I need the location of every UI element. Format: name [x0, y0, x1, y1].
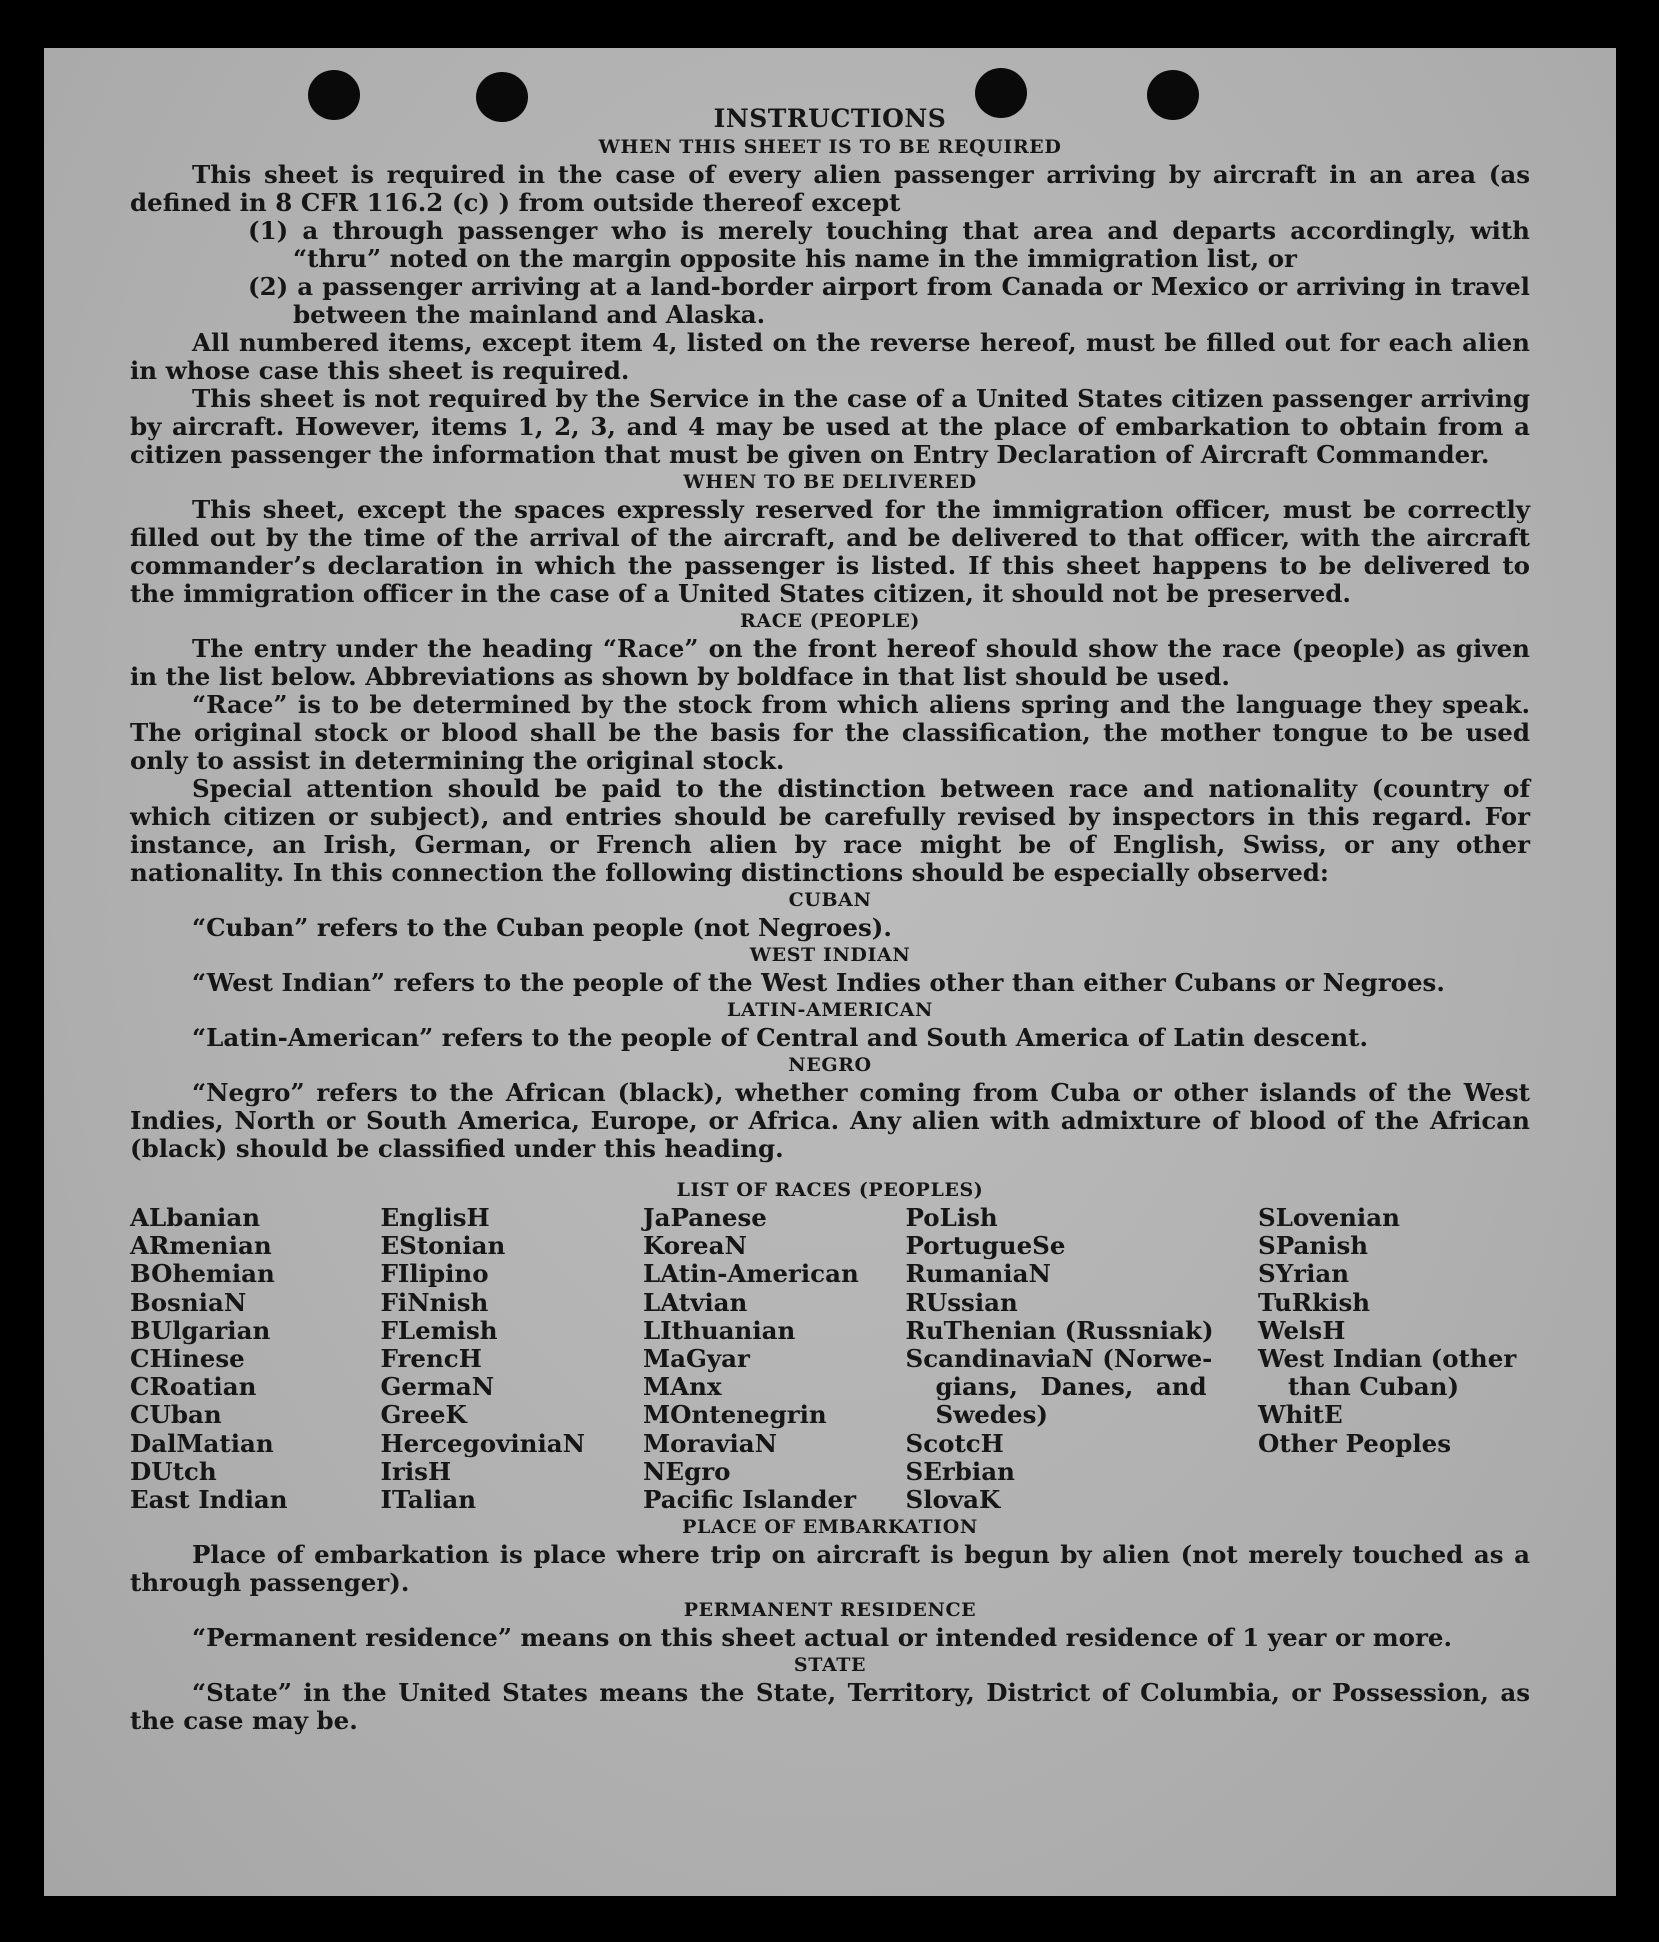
race-item: MAnx	[643, 1372, 722, 1402]
race-item: BUlgarian	[130, 1315, 271, 1345]
race-column	[381, 1204, 643, 1514]
race-item: PoLish	[905, 1203, 998, 1232]
distinction-text: “West Indian” refers to the people of the West Indies other than either Cubans or Negroes.	[192, 968, 1445, 997]
races-heading: LIST OF RACES (PEOPLES)	[676, 1179, 984, 1201]
distinction-heading: LATIN-AMERICAN	[727, 999, 933, 1021]
race-item: DUtch	[130, 1456, 217, 1486]
race-item-continuation: Swedes)	[935, 1400, 1048, 1430]
race-item: CHinese	[130, 1344, 245, 1374]
race-column	[643, 1204, 905, 1514]
document-page	[44, 48, 1616, 1896]
race-item: FrencH	[380, 1344, 482, 1374]
distinction-text: “Latin-American” refers to the people of Central and South America of Latin descent.	[192, 1023, 1368, 1052]
paragraph: “Permanent residence” means on this sheet actual or intended residence of 1 year or more.	[192, 1623, 1453, 1653]
race-item: GermaN	[380, 1372, 495, 1402]
race-item: MoraviaN	[643, 1428, 778, 1458]
paragraph: All numbered items, except item 4, listed on the reverse hereof, must be filled out for each alien in whose case this sheet is required.	[130, 328, 1530, 385]
race-item: BosniaN	[130, 1287, 247, 1317]
race-item: DalMatian	[130, 1428, 274, 1458]
race-item: LAtvian	[643, 1287, 748, 1317]
race-item: FiNnish	[380, 1287, 489, 1317]
race-item: FLemish	[380, 1315, 498, 1345]
race-item: HercegoviniaN	[380, 1428, 586, 1458]
paragraph: “Race” is to be determined by the stock from which aliens spring and the language they speak. The original stock or blood shall be the basis for the classification, the mother tongue to be used only to assist in determining the original stock.	[130, 690, 1530, 775]
race-item: ARmenian	[130, 1231, 272, 1261]
race-item: RUssian	[905, 1287, 1018, 1317]
race-item: SLovenian	[1258, 1203, 1400, 1232]
race-item-continuation: gians, Danes, and	[935, 1372, 1207, 1402]
race-item: Pacific Islander	[643, 1485, 856, 1515]
distinction-heading: CUBAN	[788, 889, 872, 911]
race-item: Other Peoples	[1258, 1428, 1452, 1458]
exception-item: (1) a through passenger who is merely touching that area and departs accordingly, with “thru” noted on the margin opposite his name in the immigration list, or	[248, 216, 1530, 273]
race-item: SYrian	[1258, 1259, 1350, 1289]
race-item-continuation: than Cuban)	[1288, 1372, 1460, 1402]
race-item: BOhemian	[130, 1259, 275, 1289]
race-column	[906, 1204, 1258, 1514]
race-item: ALbanian	[130, 1203, 261, 1232]
paragraph: This sheet is not required by the Service in the case of a United States citizen passenger arriving by aircraft. However, items 1, 2, 3, and 4 may be used at the place of embarkation to obtain from a citizen passenger the information that must be given on Entry Declaration of Aircraft Commander.	[130, 384, 1530, 469]
race-item: ScandinaviaN (Norwe-	[905, 1344, 1213, 1374]
section-heading: WHEN THIS SHEET IS TO BE REQUIRED	[598, 136, 1062, 158]
race-item: CRoatian	[130, 1372, 257, 1402]
race-item: TuRkish	[1258, 1287, 1371, 1317]
race-item: ScotcH	[905, 1428, 1004, 1458]
race-item: MaGyar	[643, 1344, 750, 1374]
section-heading: WHEN TO BE DELIVERED	[683, 471, 977, 493]
race-list	[130, 1204, 1530, 1514]
race-item: NEgro	[643, 1456, 731, 1486]
race-item: EnglisH	[380, 1203, 490, 1232]
race-item: SErbian	[905, 1456, 1015, 1486]
section-heading: RACE (PEOPLE)	[740, 610, 920, 632]
section-heading: STATE	[793, 1654, 867, 1677]
paragraph: Special attention should be paid to the distinction between race and nationality (country of which citizen or subject), and entries should be carefully revised by inspectors in this regard. For instance, an Irish, German, or French alien by race might be of English, Swiss, or any other nationality. In this connection the following distinctions should be especially observed:	[130, 774, 1530, 887]
race-item: LIthuanian	[643, 1315, 796, 1345]
distinction-text: “Negro” refers to the African (black), whether coming from Cuba or other islands of the West Indies, North or South America, Europe, or Africa. Any alien with admixture of blood of the African (black) should be classified under this heading.	[130, 1078, 1530, 1163]
distinction-heading: WEST INDIAN	[749, 944, 911, 966]
paragraph: The entry under the heading “Race” on the front hereof should show the race (people) as given in the list below. Abbreviations as shown by boldface in that list should be used.	[130, 634, 1530, 691]
race-item: EStonian	[380, 1231, 506, 1261]
paragraph: Place of embarkation is place where trip on aircraft is begun by alien (not merely touched as a through passenger).	[130, 1540, 1530, 1598]
race-item: JaPanese	[643, 1203, 767, 1232]
paragraph: This sheet, except the spaces expressly reserved for the immigration officer, must be correctly filled out by the time of the arrival of the aircraft, and be delivered to that officer, with the aircraft commander’s declaration in which the passenger is listed. If this sheet happens to be delivered to the immigration officer in the case of a United States citizen, it should not be preserved.	[130, 495, 1530, 608]
race-item: CUban	[130, 1400, 222, 1430]
race-item: West Indian (other	[1258, 1344, 1517, 1374]
race-item: MOntenegrin	[643, 1400, 827, 1430]
race-item: SlovaK	[905, 1485, 1001, 1515]
race-item: IrisH	[380, 1456, 452, 1486]
race-item: KoreaN	[643, 1231, 747, 1261]
paragraph: This sheet is required in the case of every alien passenger arriving by aircraft in an area (as defined in 8 CFR 116.2 (c) ) from outside thereof except	[130, 160, 1530, 217]
race-item: LAtin-American	[643, 1259, 859, 1289]
section-heading: PERMANENT RESIDENCE	[683, 1599, 977, 1622]
paragraph: “State” in the United States means the State, Territory, District of Columbia, or Possession, as the case may be.	[130, 1678, 1530, 1736]
instructions-body	[130, 104, 1530, 1735]
race-item: WhitE	[1258, 1400, 1343, 1430]
race-item: RumaniaN	[905, 1259, 1051, 1289]
exception-item: (2) a passenger arriving at a land-border airport from Canada or Mexico or arriving in travel between the mainland and Alaska.	[248, 272, 1530, 329]
document-title: INSTRUCTIONS	[713, 104, 947, 133]
race-item: GreeK	[380, 1400, 467, 1430]
race-column	[1258, 1204, 1530, 1514]
race-item: WelsH	[1258, 1315, 1346, 1345]
race-item: SPanish	[1258, 1231, 1369, 1261]
race-item: East Indian	[130, 1485, 288, 1515]
section-heading: PLACE OF EMBARKATION	[682, 1516, 978, 1539]
race-item: PortugueSe	[905, 1231, 1066, 1261]
race-item: ITalian	[380, 1485, 477, 1515]
race-item: FIlipino	[380, 1259, 489, 1289]
race-column	[130, 1204, 380, 1514]
distinction-heading: NEGRO	[788, 1054, 872, 1076]
race-item: RuThenian (Russniak)	[905, 1315, 1214, 1345]
distinction-text: “Cuban” refers to the Cuban people (not Negroes).	[192, 913, 892, 942]
